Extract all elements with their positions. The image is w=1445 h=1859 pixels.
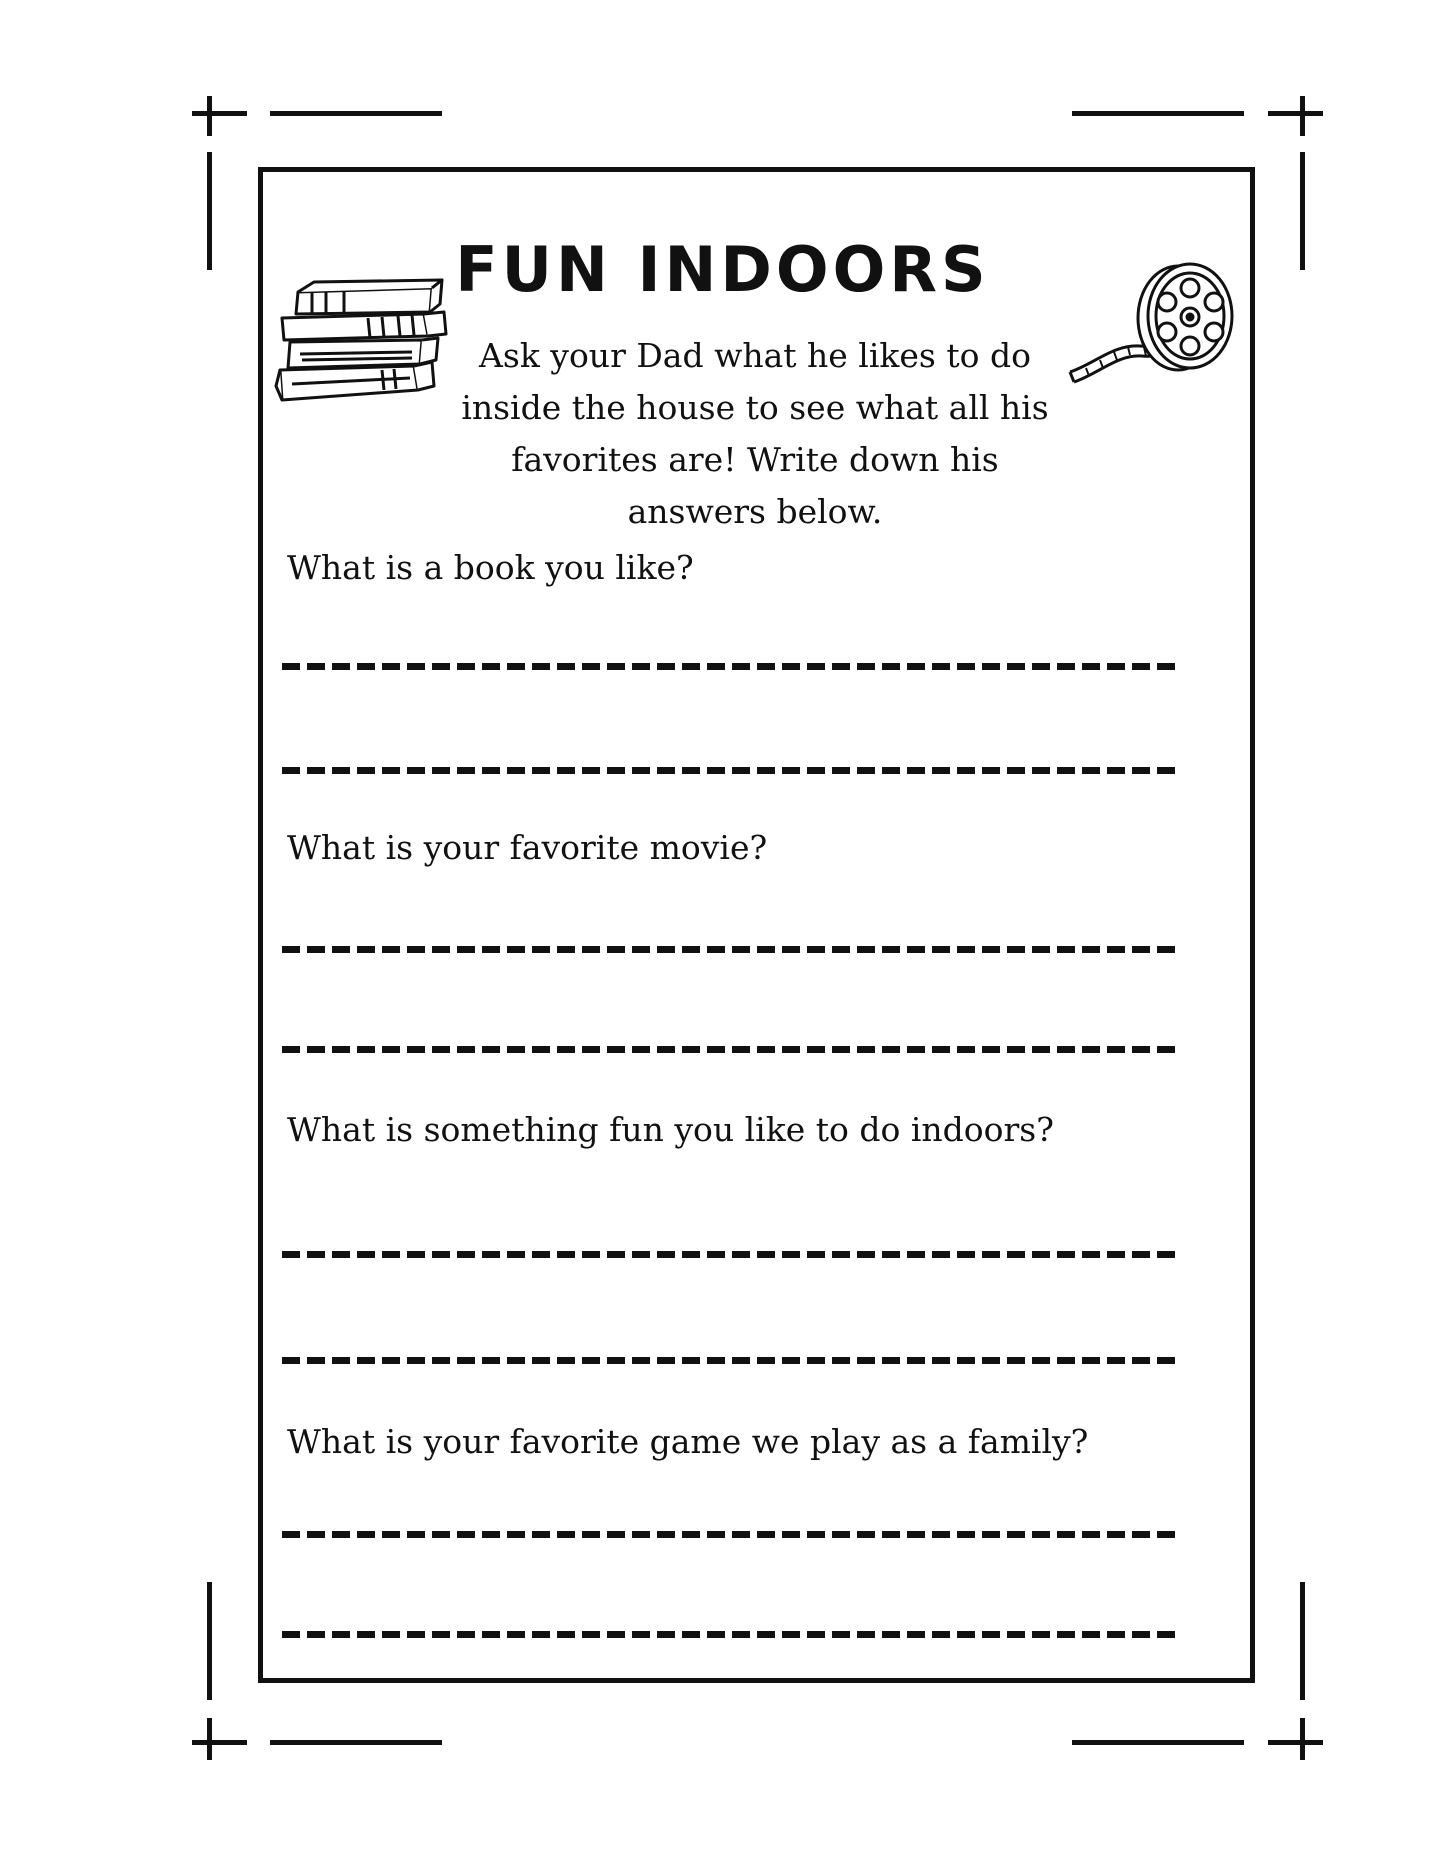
question-book: What is a book you like? [287, 548, 694, 587]
question-indoor-activity: What is something fun you like to do indoors? [287, 1110, 1054, 1149]
crop-mark-top-right-vertical-short [1300, 96, 1305, 136]
answer-line-movie-2[interactable] [282, 1046, 1176, 1053]
crop-mark-bottom-right-horizontal-long [1072, 1740, 1244, 1745]
crop-mark-top-left-horizontal-short [192, 111, 247, 116]
question-family-game: What is your favorite game we play as a family? [287, 1422, 1089, 1461]
answer-line-family-game-1[interactable] [282, 1531, 1176, 1538]
answer-line-indoor-activity-2[interactable] [282, 1357, 1176, 1364]
book-stack-icon [272, 278, 454, 416]
crop-mark-bottom-left-vertical-short [207, 1718, 212, 1760]
crop-mark-bottom-left-horizontal-long [270, 1740, 442, 1745]
crop-mark-bottom-left-horizontal-short [192, 1740, 247, 1745]
crop-mark-bottom-left-vertical-long [207, 1582, 212, 1700]
worksheet-title: FUN INDOORS [455, 233, 990, 306]
question-movie: What is your favorite movie? [287, 828, 768, 867]
intro-paragraph: Ask your Dad what he likes to do inside the house to see what all his favorites are! Write down his answers below. [461, 336, 1049, 531]
answer-line-book-1[interactable] [282, 663, 1176, 670]
answer-line-family-game-2[interactable] [282, 1631, 1176, 1638]
film-reel-icon [1064, 260, 1244, 390]
crop-mark-bottom-right-vertical-short [1300, 1718, 1305, 1760]
crop-mark-top-right-horizontal-long [1072, 111, 1244, 116]
answer-line-book-2[interactable] [282, 767, 1176, 774]
crop-mark-top-left-horizontal-long [270, 111, 442, 116]
answer-line-indoor-activity-1[interactable] [282, 1251, 1176, 1258]
crop-mark-bottom-right-horizontal-short [1268, 1740, 1323, 1745]
answer-line-movie-1[interactable] [282, 946, 1176, 953]
crop-mark-top-left-vertical-short [207, 96, 212, 136]
crop-mark-top-right-horizontal-short [1268, 111, 1323, 116]
crop-mark-bottom-right-vertical-long [1300, 1582, 1305, 1700]
